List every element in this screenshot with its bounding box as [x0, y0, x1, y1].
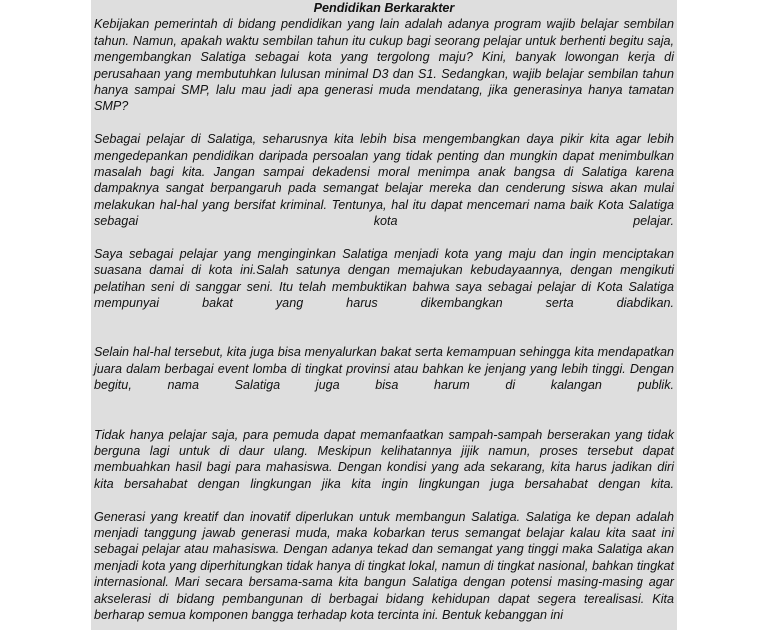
- paragraph-2: Sebagai pelajar di Salatiga, seharusnya kita lebih bisa mengembangkan daya pikir kita agar lebih mengedepankan pendidikan daripada persoalan yang tidak penting dan mungkin dapat menimbulkan masalah bagi kita. Jangan sampai dekadensi moral menimpa anak bangsa di Salatiga karena dampaknya sangat berpangaruh pada semangat belajar mereka dan cenderung siswa akan mulai melakukan hal-hal yang bersifat kriminal. Tentunya, hal itu dapat mencemari nama baik Kota Salatiga sebagai kota pelajar.: [94, 132, 674, 229]
- paragraph-3: Saya sebagai pelajar yang menginginkan Salatiga menjadi kota yang maju dan ingin menciptakan suasana damai di kota ini.Salah satunya dengan memajukan kebudayaannya, dengan mengikuti pelatihan seni di sanggar seni. Itu telah membuktikan bahwa saya sebagai pelajar di Kota Salatiga mempunyai bakat yang harus dikembangkan serta diabdikan.: [94, 247, 674, 311]
- paragraph-spacer: [94, 230, 674, 246]
- paragraph-1: Kebijakan pemerintah di bidang pendidikan yang lain adalah adanya program wajib belajar sembilan tahun. Namun, apakah waktu sembilan tahun itu cukup bagi seorang pelajar untuk berhenti begitu saja, mengembangkan Salatiga sebagai kota yang tergolong maju? Kini, banyak lowongan kerja di perusahaan yang membutuhkan lulusan minimal D3 dan S1. Sedangkan, wajib belajar sembilan tahun hanya sampai SMP, lalu mau jadi apa generasi muda mendatang, jika generasinya hanya tamatan SMP?: [94, 17, 674, 114]
- paragraph-4: Selain hal-hal tersebut, kita juga bisa menyalurkan bakat serta kemampuan sehingga kita mendapatkan juara dalam berbagai event lomba di tingkat provinsi atau bahkan ke jenjang yang lebih tinggi. Dengan begitu, nama Salatiga juga bisa harum di kalangan publik.: [94, 345, 674, 393]
- paragraph-5: Tidak hanya pelajar saja, para pemuda dapat memanfaatkan sampah-sampah berserakan yang tidak berguna lagi untuk di daur ulang. Meskipun kelihatannya jijik namun, proses tersebut dapat membuahkan hasil bagi para mahasiswa. Dengan kondisi yang ada sekarang, kita harus jadikan diri kita bersahabat dengan lingkungan jika kita ingin lingkungan juga bersahabat dengan kita.: [94, 427, 674, 491]
- paragraph-6: Generasi yang kreatif dan inovatif diperlukan untuk membangun Salatiga. Salatiga ke depan adalah menjadi tanggung jawab generasi muda, maka kobarkan terus semangat belajar kalau kita saat ini sebagai pelajar atau mahasiswa. Dengan adanya tekad dan semangat yang tinggi maka Salatiga akan menjadi kota yang diperhitungkan tidak hanya di tingkat lokal, namun di tingkat nasional, bahkan tingkat internasional. Mari secara bersama-sama kita bangun Salatiga dengan potensi masing-masing agar akselerasi di bidang pembangunan di berbagai bidang kehidupan dapat segera terealisasi. Kita berharap semua komponen bangga terhadap kota tercinta ini. Bentuk kebanggan ini: [94, 509, 674, 622]
- paragraph-spacer: [94, 115, 674, 131]
- paragraph-spacer: [94, 492, 674, 508]
- paragraph-spacer: [94, 394, 674, 427]
- document-body: [94, 0, 674, 623]
- document-page: [91, 0, 677, 630]
- document-title: Pendidikan Berkarakter: [313, 1, 455, 15]
- paragraph-spacer: [94, 312, 674, 345]
